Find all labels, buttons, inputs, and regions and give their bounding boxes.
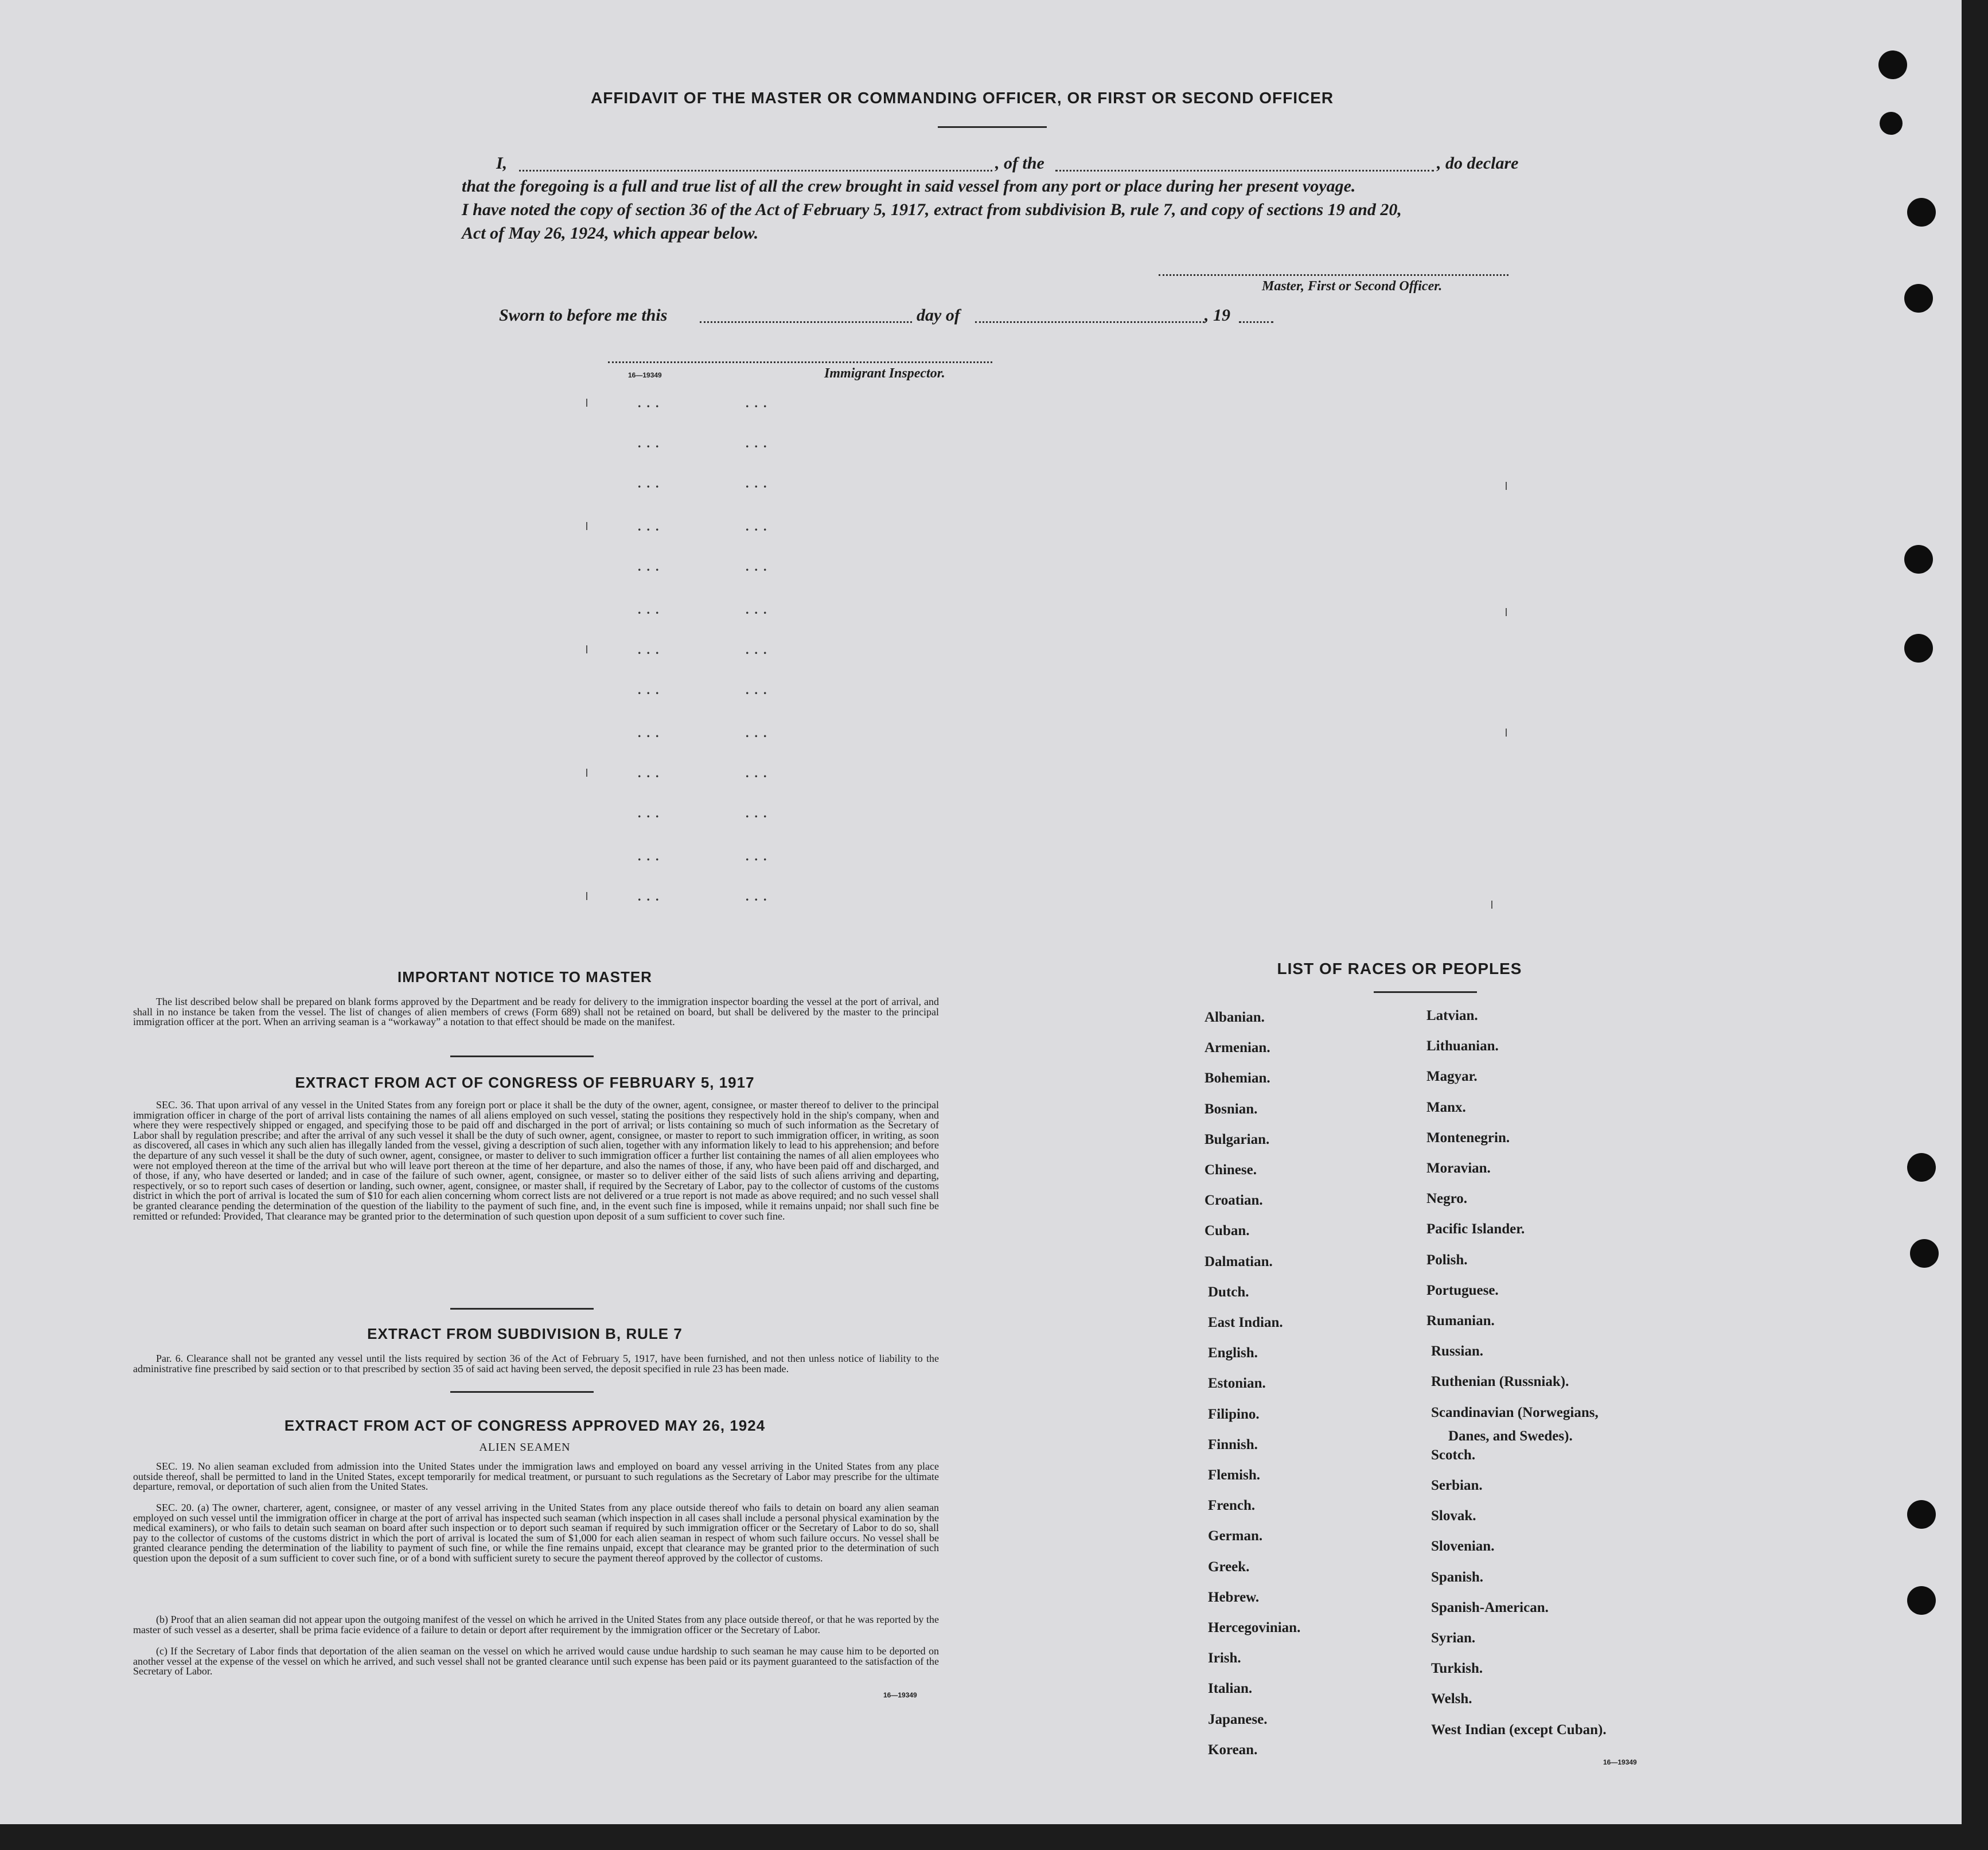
extract-1924-title: EXTRACT FROM ACT OF CONGRESS APPROVED MAY 26, 1924: [284, 1417, 766, 1434]
race-item: Chinese.: [1205, 1162, 1257, 1178]
race-item: Latvian.: [1426, 1008, 1478, 1023]
declarant-name-field[interactable]: [519, 170, 992, 172]
rule-7-text: Par. 6. Clearance shall not be granted any vessel until the lists required by section 36 of the Act of February 5, 1917, have been furnished, and not then unless notice of liability to the administrative fine prescribed by said section or to that prescribed by section 35 of said act having been served, the deposit specified in rule 23 has been made.: [133, 1353, 939, 1374]
column-dots: ...: [638, 476, 665, 490]
extract-1924-sec20c: (c) If the Secretary of Labor finds that deportation of the alien seaman on the vessel on which he arrived would cause undue hardship to such seaman he may cause him to be deported on another vessel at the expense of the vessel on which he arrived, and such vessel shall not be granted clearance until such expense has been paid or its payment guaranteed to the satisfaction of the Secretary of Labor.: [133, 1645, 939, 1677]
notice-title: IMPORTANT NOTICE TO MASTER: [397, 968, 652, 986]
column-dots: ...: [638, 889, 665, 903]
column-dots: ...: [638, 602, 665, 617]
race-item: Japanese.: [1208, 1711, 1268, 1727]
form-number: 16—19349: [883, 1691, 917, 1699]
race-item: Finnish.: [1208, 1436, 1258, 1452]
race-continuation: Danes, and Swedes).: [1448, 1428, 1573, 1444]
title-rule: [938, 126, 1047, 128]
race-item: East Indian.: [1208, 1315, 1283, 1330]
binder-hole: [1904, 545, 1933, 574]
column-dots: ...: [746, 849, 773, 863]
race-item: Irish.: [1208, 1650, 1241, 1666]
signature-label: Master, First or Second Officer.: [1262, 279, 1443, 294]
column-dots: ...: [746, 476, 773, 490]
column-tick: [586, 892, 587, 900]
race-item: Serbian.: [1431, 1478, 1483, 1493]
race-item: Manx.: [1426, 1099, 1466, 1115]
race-item: Spanish.: [1431, 1569, 1484, 1585]
column-tick: [586, 522, 587, 530]
race-item: Armenian.: [1205, 1040, 1270, 1056]
extract-1924-sec19: SEC. 19. No alien seaman excluded from admission into the United States under the immigration laws and employed on board any vessel arriving in the United States from any place outside thereof, shall be permitted to land in the United States, except temporarily for medical treatment, or pursuant to such regulations as the Secretary of Labor may prescribe for the ultimate departure, removal, or deportation of such alien from the United States.: [133, 1460, 939, 1493]
races-title-rule: [1374, 991, 1477, 993]
affidavit-text-line: I have noted the copy of section 36 of the Act of February 5, 1917, extract from subdivision B, rule 7, and copy of sections 19 and 20,: [462, 200, 1402, 219]
column-tick: [1506, 482, 1507, 490]
race-item: Magyar.: [1426, 1069, 1478, 1085]
race-item: Polish.: [1426, 1252, 1468, 1268]
race-item: English.: [1208, 1345, 1258, 1361]
race-item: Lithuanian.: [1426, 1038, 1499, 1054]
race-item: Filipino.: [1208, 1406, 1260, 1422]
column-dots: ...: [638, 559, 665, 574]
column-tick: [1506, 729, 1507, 737]
binder-hole: [1880, 112, 1903, 135]
extract-1917-text: SEC. 36. That upon arrival of any vessel in the United States from any foreign port or place it shall be the duty of the owner, agent, consignee, or master thereof to deliver to the principal immigration officer in charge of the port of arrival lists containing the names of all aliens employed on such vessel, stating the positions they respectively hold in the ship's company, when and where they were respectively shipped or engaged, and specifying those to be paid off and discharged in the port of arrival; or lists containing so much of such information as the Secretary of Labor shall by regulation prescribe; and after the arrival of any such vessel it shall be the duty of such owner, agent, consignee, or master to report to such immigration officer, in writing, as soon as discovered, all cases in which any such alien has illegally landed from the vessel, giving a description of such alien, together with any information likely to lead to his apprehension; and before the departure of any such vessel it shall be the duty of such owner, agent, consignee, or master to deliver to such immigration officer a further list containing the names of all alien employees who were not employed thereon at the time of the arrival but who will leave port thereon at the time of her departure, and also the names of those, if any, who have been paid off and discharged, and of those, if any, who have deserted or landed; and in case of the failure of such owner, agent, consignee, or master so to deliver either of the said lists of such aliens arriving and departing, respectively, or so to report such cases of desertion or landing, such owner, agent, consignee, or master shall, if required by the Secretary of Labor, pay to the collector of customs of the customs district in which the port of arrival is located the sum of $10 for each alien concerning whom correct lists are not delivered or a true report is not made as above required; and no such vessel shall be granted clearance pending the determination of the question of the liability to the payment of such fine, and, in the event such fine is imposed, while it remains unpaid; nor shall such fine be remitted or refunded: Provided, That clearance may be granted prior to the determination of such question upon deposit of a sum sufficient to cover such fine.: [133, 1099, 939, 1222]
inspector-label: Immigrant Inspector.: [824, 366, 945, 381]
form-number: 16—19349: [628, 371, 662, 379]
sworn-month-field[interactable]: [975, 321, 1205, 323]
race-item: Bosnian.: [1205, 1101, 1258, 1117]
binder-hole: [1907, 1500, 1936, 1529]
race-item: Bulgarian.: [1205, 1131, 1270, 1147]
race-item: German.: [1208, 1528, 1263, 1544]
affidavit-declarant-label: I,: [496, 154, 508, 173]
race-item: Korean.: [1208, 1742, 1258, 1758]
column-dots: ...: [638, 436, 665, 450]
race-item: Estonian.: [1208, 1376, 1266, 1392]
sworn-label: Sworn to before me this: [499, 306, 668, 325]
sworn-day-field[interactable]: [700, 321, 912, 323]
race-item: Ruthenian (Russniak).: [1431, 1374, 1569, 1390]
column-dots: ...: [746, 436, 773, 450]
race-item: Bohemian.: [1205, 1070, 1270, 1086]
sworn-day-of-label: day of: [917, 306, 960, 325]
column-dots: ...: [746, 396, 773, 410]
race-item: Turkish.: [1431, 1661, 1483, 1677]
race-item: Russian.: [1431, 1343, 1484, 1360]
sworn-year-field[interactable]: [1239, 321, 1273, 323]
rule-7-title: EXTRACT FROM SUBDIVISION B, RULE 7: [367, 1325, 683, 1342]
column-dots: ...: [746, 806, 773, 820]
race-item: Montenegrin.: [1426, 1130, 1510, 1146]
affidavit-text-line: Act of May 26, 1924, which appear below.: [462, 224, 759, 243]
column-tick: [586, 769, 587, 777]
binder-hole: [1907, 198, 1936, 227]
race-item: Hercegovinian.: [1208, 1620, 1301, 1635]
column-dots: ...: [638, 849, 665, 863]
extract-1917-title: EXTRACT FROM ACT OF CONGRESS OF FEBRUARY 5, 1917: [295, 1074, 755, 1091]
column-dots: ...: [638, 642, 665, 657]
column-dots: ...: [746, 889, 773, 903]
races-title: LIST OF RACES OR PEOPLES: [1277, 960, 1522, 977]
race-item: Scandinavian (Norwegians,: [1431, 1404, 1599, 1420]
column-dots: ...: [746, 766, 773, 780]
affidavit-declare-label: , do declare: [1437, 154, 1519, 173]
binder-hole: [1910, 1239, 1939, 1268]
race-item: Syrian.: [1431, 1630, 1476, 1646]
column-dots: ...: [746, 642, 773, 657]
race-item: Rumanian.: [1426, 1313, 1495, 1329]
column-dots: ...: [638, 396, 665, 410]
race-item: Welsh.: [1431, 1691, 1472, 1707]
race-item: Albanian.: [1205, 1010, 1265, 1025]
notice-text: The list described below shall be prepared on blank forms approved by the Department and be ready for delivery to the immigration inspector boarding the vessel at the port of arrival, and shall in no instance be taken from the vessel. The list of changes of alien members of crews (Form 689) shall not be retained on board, but shall be delivered by the master to the principal immigration officer at the port. When an arriving seaman is a “workaway” a notation to that effect should be made on the manifest.: [133, 996, 939, 1028]
inspector-signature-field[interactable]: [608, 361, 992, 363]
affidavit-text-line: that the foregoing is a full and true list of all the crew brought in said vessel from any port or place during her present voyage.: [462, 177, 1356, 196]
extract-1924-sec20b: (b) Proof that an alien seaman did not appear upon the outgoing manifest of the vessel on which he arrived in the United States from any place outside thereof, or that he was reported by the master of such vessel as a deserter, shall be prima facie evidence of a failure to detain or deport after requirement by the immigration officer or the Secretary of Labor.: [133, 1614, 939, 1635]
alien-seamen-subtitle: ALIEN SEAMEN: [479, 1441, 571, 1454]
column-dots: ...: [746, 519, 773, 533]
column-dots: ...: [638, 766, 665, 780]
race-item: Scotch.: [1431, 1447, 1476, 1463]
form-number: 16—19349: [1603, 1758, 1637, 1766]
binder-hole: [1904, 284, 1933, 313]
binder-hole: [1907, 1586, 1936, 1615]
race-item: Greek.: [1208, 1559, 1250, 1575]
race-item: Portuguese.: [1426, 1282, 1499, 1298]
section-rule: [450, 1308, 594, 1310]
column-dots: ...: [638, 806, 665, 820]
race-item: French.: [1208, 1498, 1256, 1514]
race-item: Croatian.: [1205, 1193, 1263, 1209]
race-item: Dalmatian.: [1205, 1253, 1273, 1269]
extract-1924-sec20a: SEC. 20. (a) The owner, charterer, agent, consignee, or master of any vessel arriving in the United States from any place outside thereof who fails to detain on board any alien seaman employed on such vessel until the immigration officer in charge at the port of arrival has inspected such seaman (which inspection in all cases shall include a personal physical examination by the medical examiners), or who fails to detain such seaman on board after such inspection or to deport such seaman if required by such immigration officer or the Secretary of Labor to do so, shall pay to the collector of customs of the customs district in which the port of arrival is located the sum of $1,000 for each alien seaman in respect of whom such failure occurs. No vessel shall be granted clearance pending the determination of the liability to payment of such fine, or while the fine remains unpaid, except that clearance may be granted prior to the determination of such question upon the deposit of a sum sufficient to cover such fine, or of a bond with sufficient surety to secure the payment thereof approved by the collector of customs.: [133, 1502, 939, 1564]
affidavit-vessel-label: , of the: [995, 154, 1044, 173]
affidavit-title: AFFIDAVIT OF THE MASTER OR COMMANDING OFFICER, OR FIRST OR SECOND OFFICER: [591, 89, 1334, 107]
race-item: Hebrew.: [1208, 1589, 1260, 1605]
column-dots: ...: [746, 683, 773, 697]
column-tick: [1506, 608, 1507, 616]
race-item: Spanish-American.: [1431, 1599, 1549, 1615]
race-item: Italian.: [1208, 1681, 1253, 1697]
vessel-name-field[interactable]: [1055, 170, 1434, 172]
race-item: Slovenian.: [1431, 1539, 1495, 1555]
race-item: Moravian.: [1426, 1160, 1491, 1176]
race-item: West Indian (except Cuban).: [1431, 1722, 1607, 1738]
race-item: Dutch.: [1208, 1284, 1249, 1300]
column-dots: ...: [638, 726, 665, 740]
signature-field[interactable]: [1159, 274, 1508, 276]
binder-hole: [1878, 50, 1907, 79]
column-dots: ...: [746, 559, 773, 574]
race-item: Negro.: [1426, 1191, 1468, 1207]
column-dots: ...: [746, 602, 773, 617]
section-rule: [450, 1391, 594, 1393]
column-dots: ...: [746, 726, 773, 740]
binder-hole: [1904, 634, 1933, 663]
column-tick: [586, 399, 587, 407]
column-tick: [586, 645, 587, 653]
race-item: Cuban.: [1205, 1223, 1250, 1239]
sworn-year-label: , 19: [1205, 306, 1230, 325]
column-dots: ...: [638, 683, 665, 697]
column-dots: ...: [638, 519, 665, 533]
binder-hole: [1907, 1153, 1936, 1182]
column-tick: [1491, 901, 1492, 909]
race-item: Pacific Islander.: [1426, 1221, 1525, 1237]
race-item: Slovak.: [1431, 1508, 1476, 1524]
race-item: Flemish.: [1208, 1467, 1260, 1483]
section-rule: [450, 1056, 594, 1057]
